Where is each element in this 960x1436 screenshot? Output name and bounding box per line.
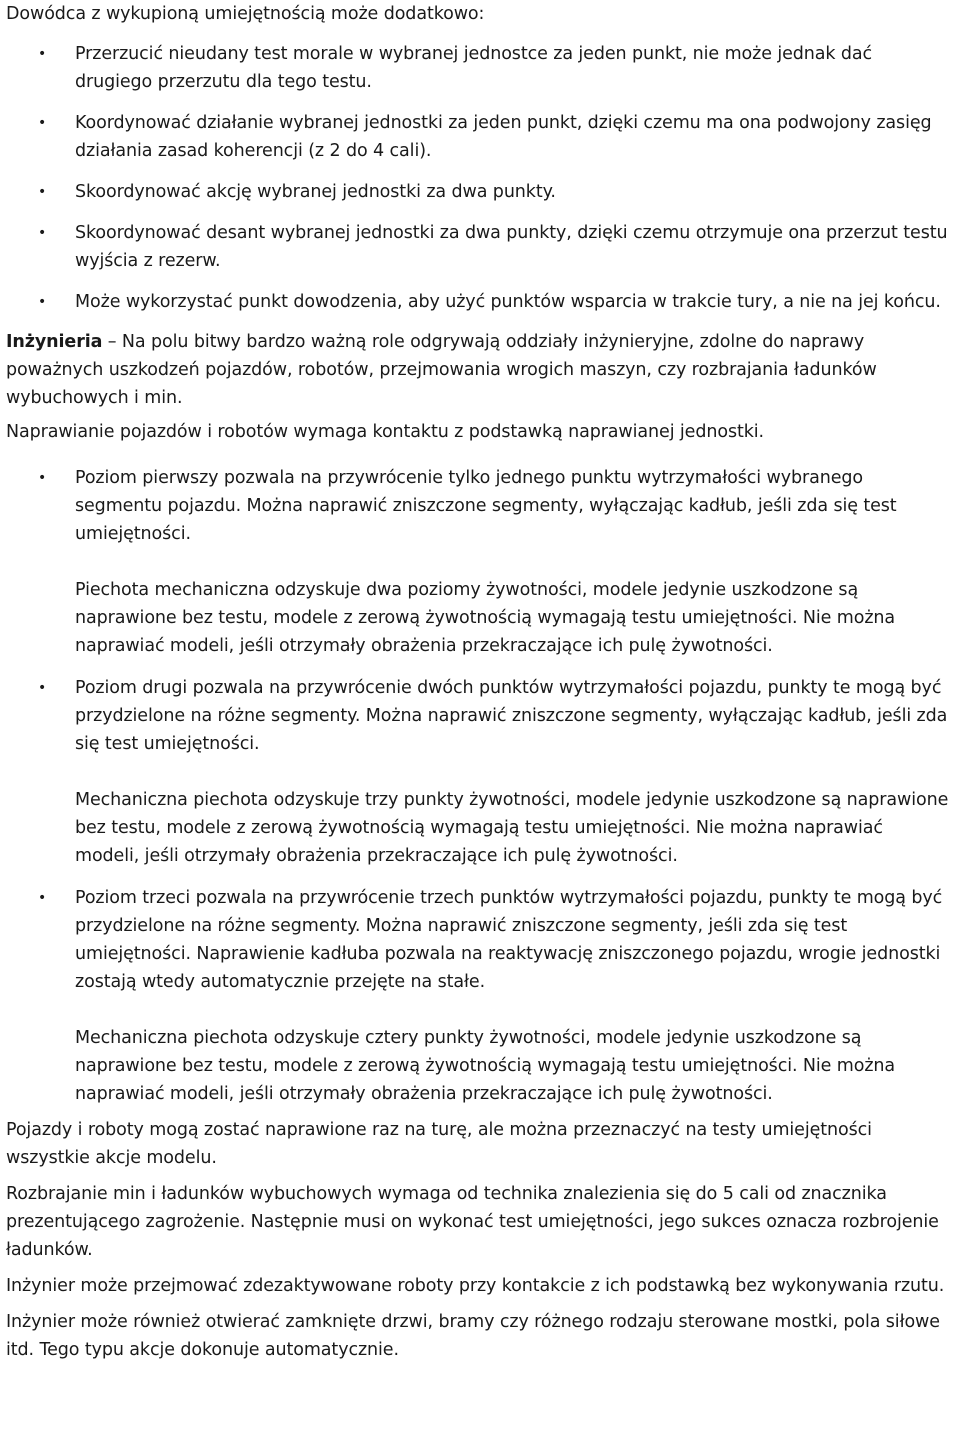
- repair-level-text: Poziom drugi pozwala na przywrócenie dwóch punktów wytrzymałości pojazdu, punkty te mogą być przydzielone na różne segmenty. Można naprawić zniszczone segmenty, wyłączając kadłub, jeśli zda się test umiejętności.: [75, 678, 948, 754]
- list-item: [6, 109, 954, 165]
- repair-intro: Naprawianie pojazdów i robotów wymaga kontaktu z podstawką naprawianej jednostki.: [6, 422, 764, 442]
- repair-level-note: Mechaniczna piechota odzyskuje trzy punkty żywotności, modele jedynie uszkodzone są naprawione bez testu, modele z zerową żywotnością wymagają testu umiejętności. Nie można naprawiać modeli, jeśli otrzymały obrażenia przekraczające ich pulę żywotności.: [75, 790, 949, 866]
- list-item-text: Skoordynować akcję wybranej jednostki za dwa punkty.: [75, 182, 556, 202]
- bullet-icon: •: [38, 294, 47, 310]
- repair-level-note: Piechota mechaniczna odzyskuje dwa poziomy żywotności, modele jedynie uszkodzone są naprawione bez testu, modele z zerową żywotnością wymagają testu umiejętności. Nie można naprawiać modeli, jeśli otrzymały obrażenia przekraczające ich pulę żywotności.: [75, 580, 896, 656]
- engineering-dash: –: [102, 332, 122, 352]
- engineering-heading: Inżynieria: [6, 332, 103, 352]
- closing-paragraph: Inżynier może przejmować zdezaktywowane roboty przy kontakcie z ich podstawką bez wykonywania rzutu.: [6, 1276, 945, 1296]
- repair-level-text: Poziom pierwszy pozwala na przywrócenie tylko jednego punktu wytrzymałości wybranego segmentu pojazdu. Można naprawić zniszczone segmenty, wyłączając kadłub, jeśli zda się test umiejętności.: [75, 468, 897, 544]
- bullet-icon: •: [38, 680, 47, 696]
- bullet-icon: •: [38, 46, 47, 62]
- list-item: [6, 464, 954, 660]
- closing-paragraph: Inżynier może również otwierać zamknięte drzwi, bramy czy różnego rodzaju sterowane mostki, pola siłowe itd. Tego typu akcje dokonuje automatycznie.: [6, 1312, 940, 1360]
- list-item: [6, 40, 954, 96]
- repair-level-text: Poziom trzeci pozwala na przywrócenie trzech punktów wytrzymałości pojazdu, punkty te mogą być przydzielone na różne segmenty. Można naprawić zniszczone segmenty, jeśli zda się test umiejętności. Naprawienie kadłuba pozwala na reaktywację zniszczonego pojazdu, wrogie jednostki zostają wtedy automatycznie przejęte na stałe.: [75, 888, 943, 992]
- commander-abilities-list: [6, 40, 954, 316]
- bullet-icon: •: [38, 890, 47, 906]
- closing-paragraph: Rozbrajanie min i ładunków wybuchowych wymaga od technika znalezienia się do 5 cali od znacznika prezentującego zagrożenie. Następnie musi on wykonać test umiejętności, jego sukces oznacza rozbrojenie ładunków.: [6, 1184, 939, 1260]
- commander-intro: Dowódca z wykupioną umiejętnością może dodatkowo:: [6, 4, 485, 24]
- repair-level-note: Mechaniczna piechota odzyskuje cztery punkty żywotności, modele jedynie uszkodzone są naprawione bez testu, modele z zerową żywotnością wymagają testu umiejętności. Nie można naprawiać modeli, jeśli otrzymały obrażenia przekraczające ich pulę żywotności.: [75, 1028, 896, 1104]
- list-item: [6, 288, 954, 316]
- closing-paragraph: Pojazdy i roboty mogą zostać naprawione raz na turę, ale można przeznaczyć na testy umiejętności wszystkie akcje modelu.: [6, 1120, 872, 1168]
- engineering-text: Na polu bitwy bardzo ważną role odgrywają oddziały inżynieryjne, zdolne do naprawy poważnych uszkodzeń pojazdów, robotów, przejmowania wrogich maszyn, czy rozbrajania ładunków wybuchowych i min.: [6, 332, 877, 408]
- engineering-paragraph: [6, 328, 954, 412]
- bullet-icon: •: [38, 115, 47, 131]
- list-item-text: Przerzucić nieudany test morale w wybranej jednostce za jeden punkt, nie może jednak dać drugiego przerzutu dla tego testu.: [75, 44, 873, 92]
- list-item: [6, 178, 954, 206]
- list-item: [6, 884, 954, 1108]
- list-item: [6, 219, 954, 275]
- list-item-text: Może wykorzystać punkt dowodzenia, aby użyć punktów wsparcia w trakcie tury, a nie na jej końcu.: [75, 292, 941, 312]
- bullet-icon: •: [38, 184, 47, 200]
- bullet-icon: •: [38, 225, 47, 241]
- list-item-text: Skoordynować desant wybranej jednostki za dwa punkty, dzięki czemu otrzymuje ona przerzut testu wyjścia z rezerw.: [75, 223, 948, 271]
- bullet-icon: •: [38, 470, 47, 486]
- repair-levels-list: [6, 464, 954, 1108]
- list-item: [6, 674, 954, 870]
- list-item-text: Koordynować działanie wybranej jednostki za jeden punkt, dzięki czemu ma ona podwojony zasięg działania zasad koherencji (z 2 do 4 cali).: [75, 113, 932, 161]
